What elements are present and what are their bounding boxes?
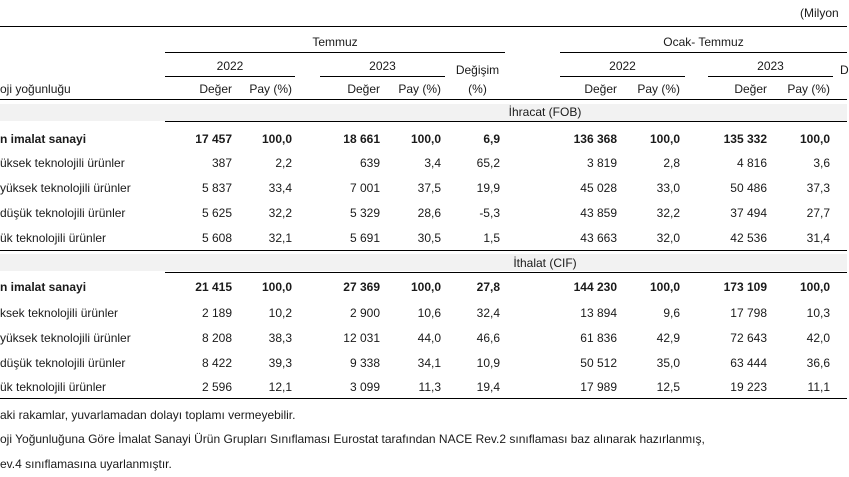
ocak-temmuz-rule bbox=[560, 52, 847, 53]
row-label: ük teknolojili ürünler bbox=[0, 231, 107, 245]
cell-value: 3 099 bbox=[349, 380, 380, 394]
cell-value: 5 625 bbox=[201, 206, 232, 220]
cell-value: 639 bbox=[359, 156, 380, 170]
col-pay-3: Pay (%) bbox=[637, 82, 680, 96]
row-label: ük teknolojili ürünler bbox=[0, 380, 107, 394]
degisim-header-cut: D bbox=[840, 63, 849, 77]
section-rule-ihracat bbox=[165, 121, 847, 122]
col-pay-2: Pay (%) bbox=[398, 82, 441, 96]
cell-value: 17 989 bbox=[580, 380, 617, 394]
degisim-header: Değişim bbox=[455, 63, 500, 77]
year-rule-2 bbox=[320, 76, 445, 77]
cell-value: 63 444 bbox=[730, 356, 767, 370]
cell-share: 3,4 bbox=[424, 156, 441, 170]
cell-share: 100,0 bbox=[649, 280, 680, 294]
cell-share: 100,0 bbox=[799, 132, 830, 146]
cell-share: 38,3 bbox=[268, 331, 292, 345]
header-bottom-rule bbox=[0, 99, 847, 100]
cell-value: 173 109 bbox=[723, 280, 767, 294]
cell-value: 50 486 bbox=[730, 181, 767, 195]
col-deger-3: Değer bbox=[584, 82, 617, 96]
cell-share: 44,0 bbox=[417, 331, 441, 345]
cell-share: 100,0 bbox=[261, 280, 292, 294]
year-2023-temmuz: 2023 bbox=[369, 59, 396, 73]
cell-share: 2,8 bbox=[663, 156, 680, 170]
cell-value: 27 369 bbox=[343, 280, 380, 294]
cell-share: 35,0 bbox=[656, 356, 680, 370]
cell-value: 8 208 bbox=[201, 331, 232, 345]
col-pay-1: Pay (%) bbox=[249, 82, 292, 96]
cell-value: 2 596 bbox=[201, 380, 232, 394]
section-rule-ithalat bbox=[165, 272, 847, 273]
cell-share: 10,2 bbox=[268, 306, 292, 320]
row-label: üksek teknolojili ürünler bbox=[0, 156, 125, 170]
col-deger-4: Değer bbox=[734, 82, 767, 96]
cell-share: 30,5 bbox=[417, 231, 441, 245]
cell-change: 6,9 bbox=[483, 132, 500, 146]
cell-share: 32,2 bbox=[656, 206, 680, 220]
cell-share: 12,5 bbox=[656, 380, 680, 394]
col-percent: (%) bbox=[468, 82, 487, 96]
temmuz-rule bbox=[165, 52, 505, 53]
cell-share: 100,0 bbox=[410, 132, 441, 146]
row-label: ksek teknolojili ürünler bbox=[0, 306, 119, 320]
cell-share: 42,0 bbox=[806, 331, 830, 345]
cell-share: 31,4 bbox=[806, 231, 830, 245]
cell-value: 17 457 bbox=[195, 132, 232, 146]
row-label: n imalat sanayi bbox=[0, 132, 87, 146]
cell-share: 33,0 bbox=[656, 181, 680, 195]
cell-share: 100,0 bbox=[261, 132, 292, 146]
cell-share: 42,9 bbox=[656, 331, 680, 345]
year-2023-ocak: 2023 bbox=[757, 59, 784, 73]
cell-share: 12,1 bbox=[268, 380, 292, 394]
table-top-rule bbox=[0, 26, 847, 27]
cell-value: 9 338 bbox=[349, 356, 380, 370]
cell-value: 3 819 bbox=[586, 156, 617, 170]
cell-share: 32,2 bbox=[268, 206, 292, 220]
cell-value: 4 816 bbox=[736, 156, 767, 170]
cell-value: 5 608 bbox=[201, 231, 232, 245]
cell-value: 387 bbox=[211, 156, 232, 170]
period-header-temmuz: Temmuz bbox=[312, 35, 358, 49]
cell-value: 42 536 bbox=[730, 231, 767, 245]
footnote-3: ev.4 sınıflamasına uyarlanmıştır. bbox=[0, 457, 172, 471]
cell-share: 39,3 bbox=[268, 356, 292, 370]
cell-share: 11,3 bbox=[418, 380, 441, 394]
row-label: yüksek teknolojili ürünler bbox=[0, 181, 131, 195]
section-title-ithalat: İthalat (CIF) bbox=[513, 256, 577, 270]
cell-value: 13 894 bbox=[580, 306, 617, 320]
cell-value: 5 329 bbox=[349, 206, 380, 220]
cell-share: 37,5 bbox=[417, 181, 441, 195]
cell-share: 27,7 bbox=[806, 206, 830, 220]
cell-share: 100,0 bbox=[410, 280, 441, 294]
cell-value: 50 512 bbox=[580, 356, 617, 370]
cell-share: 3,6 bbox=[813, 156, 830, 170]
cell-value: 18 661 bbox=[343, 132, 380, 146]
cell-share: 11,1 bbox=[807, 380, 830, 394]
cell-share: 9,6 bbox=[663, 306, 680, 320]
year-rule-1 bbox=[165, 76, 295, 77]
col-deger-2: Değer bbox=[347, 82, 380, 96]
section-divider bbox=[0, 250, 847, 251]
cell-share: 2,2 bbox=[275, 156, 292, 170]
cell-share: 28,6 bbox=[417, 206, 441, 220]
row-label: düşük teknolojili ürünler bbox=[0, 356, 126, 370]
cell-change: -5,3 bbox=[479, 206, 500, 220]
cell-share: 10,3 bbox=[806, 306, 830, 320]
cell-value: 37 494 bbox=[730, 206, 767, 220]
section-band-ithalat bbox=[0, 254, 847, 271]
cell-value: 19 223 bbox=[730, 380, 767, 394]
cell-share: 32,1 bbox=[268, 231, 292, 245]
year-rule-3 bbox=[560, 76, 685, 77]
cell-share: 10,6 bbox=[417, 306, 441, 320]
row-label: düşük teknolojili ürünler bbox=[0, 206, 126, 220]
cell-value: 5 691 bbox=[349, 231, 380, 245]
cell-change: 46,6 bbox=[476, 331, 500, 345]
footnote-2: oji Yoğunluğuna Göre İmalat Sanayi Ürün Grupları Sınıflaması Eurostat tarafından NACE Rev.2 sınıflaması baz alınarak hazırlanmış, bbox=[0, 432, 705, 446]
row-label-header: oji yoğunluğu bbox=[0, 82, 71, 96]
cell-value: 2 900 bbox=[349, 306, 380, 320]
cell-value: 136 368 bbox=[573, 132, 617, 146]
row-label: n imalat sanayi bbox=[0, 280, 87, 294]
cell-change: 1,5 bbox=[483, 231, 500, 245]
cell-share: 100,0 bbox=[649, 132, 680, 146]
year-2022-temmuz: 2022 bbox=[216, 59, 244, 73]
cell-value: 43 663 bbox=[580, 231, 617, 245]
cell-share: 36,6 bbox=[806, 356, 830, 370]
cell-share: 33,4 bbox=[268, 181, 292, 195]
col-pay-4: Pay (%) bbox=[787, 82, 830, 96]
cell-share: 34,1 bbox=[417, 356, 441, 370]
cell-value: 144 230 bbox=[573, 280, 617, 294]
cell-change: 65,2 bbox=[476, 156, 500, 170]
cell-share: 37,3 bbox=[806, 181, 830, 195]
cell-change: 27,8 bbox=[476, 280, 500, 294]
unit-note: (Milyon bbox=[800, 6, 839, 20]
cell-value: 21 415 bbox=[195, 280, 232, 294]
cell-change: 10,9 bbox=[476, 356, 500, 370]
cell-value: 61 836 bbox=[580, 331, 617, 345]
cell-value: 2 189 bbox=[201, 306, 232, 320]
cell-value: 12 031 bbox=[343, 331, 380, 345]
section-band-ihracat bbox=[0, 104, 847, 121]
cell-value: 43 859 bbox=[580, 206, 617, 220]
year-rule-4 bbox=[708, 76, 833, 77]
period-header-ocak-temmuz: Ocak- Temmuz bbox=[663, 35, 744, 49]
cell-value: 7 001 bbox=[349, 181, 380, 195]
cell-change: 19,4 bbox=[476, 380, 500, 394]
year-2022-ocak: 2022 bbox=[609, 59, 636, 73]
cell-value: 45 028 bbox=[580, 181, 617, 195]
row-label: yüksek teknolojili ürünler bbox=[0, 331, 131, 345]
cell-value: 8 422 bbox=[201, 356, 232, 370]
cell-change: 19,9 bbox=[476, 181, 500, 195]
footnote-1: aki rakamlar, yuvarlamadan dolayı toplamı vermeyebilir. bbox=[0, 408, 296, 422]
cell-value: 72 643 bbox=[730, 331, 767, 345]
section-title-ihracat: İhracat (FOB) bbox=[508, 105, 582, 119]
cell-share: 100,0 bbox=[799, 280, 830, 294]
cell-value: 135 332 bbox=[723, 132, 767, 146]
table-bottom-rule bbox=[0, 398, 847, 399]
col-deger-1: Değer bbox=[199, 82, 232, 96]
cell-change: 32,4 bbox=[476, 306, 500, 320]
cell-value: 5 837 bbox=[201, 181, 232, 195]
cell-value: 17 798 bbox=[730, 306, 767, 320]
cell-share: 32,0 bbox=[656, 231, 680, 245]
